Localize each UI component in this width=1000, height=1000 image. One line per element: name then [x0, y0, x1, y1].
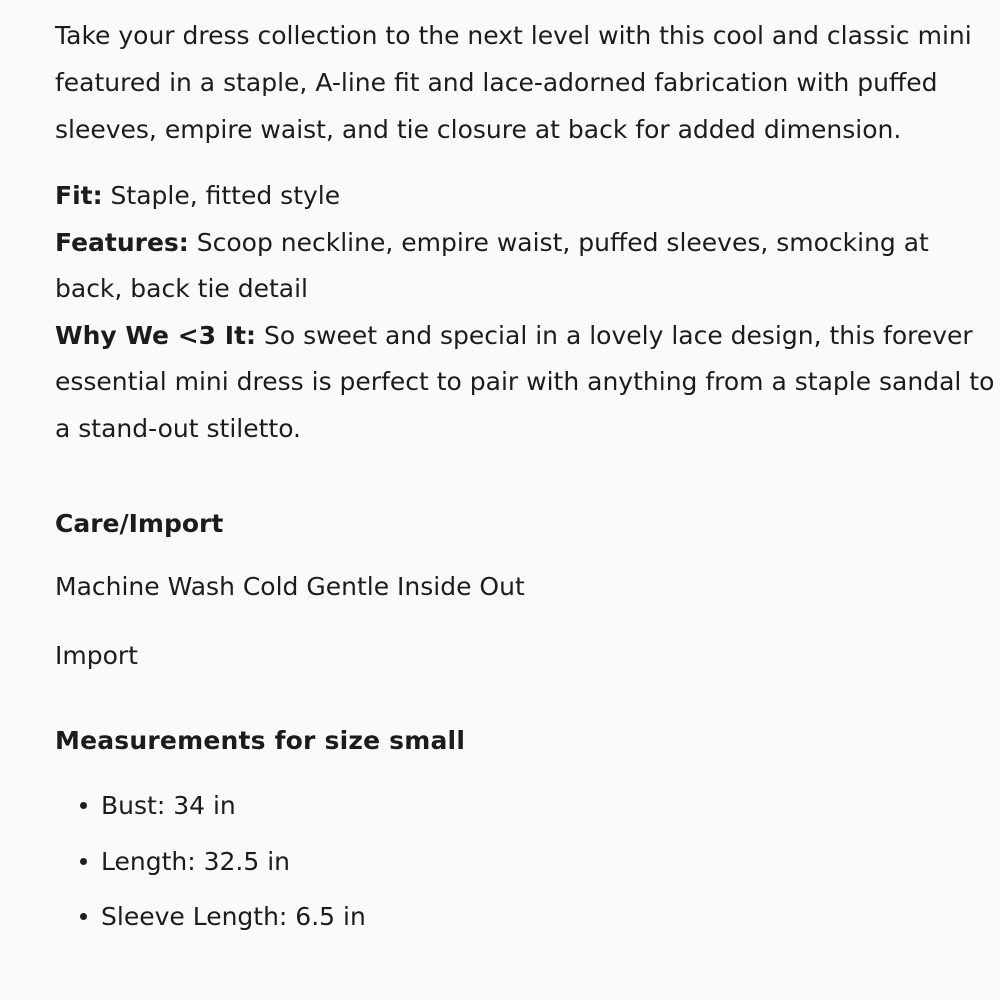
- intro-paragraph: Take your dress collection to the next level with this cool and classic mini featured in a staple, A-line fit and lace-adorned fabrication with puffed sleeves, empire waist, and tie closure at back for added dimension.: [55, 21, 972, 144]
- measurements-list: [55, 778, 995, 945]
- bullet-icon: [80, 858, 87, 865]
- list-item: [80, 834, 995, 890]
- details-block: [55, 173, 995, 452]
- care-wash: Machine Wash Cold Gentle Inside Out: [55, 572, 525, 601]
- care-origin: Import: [55, 641, 138, 670]
- bullet-icon: [80, 913, 87, 920]
- why-line: [55, 313, 995, 453]
- fit-value: Staple, fitted style: [102, 181, 341, 210]
- list-item: [80, 889, 995, 945]
- bullet-icon: [80, 802, 87, 809]
- measurement-bust: Bust: 34 in: [101, 791, 236, 820]
- features-value: Scoop neckline, empire waist, puffed sleeves, smocking at back, back tie detail: [55, 227, 929, 303]
- fit-label: Fit:: [55, 181, 103, 210]
- product-description: [55, 0, 995, 945]
- care-heading: Care/Import: [55, 509, 224, 538]
- list-item: [80, 778, 995, 834]
- measurement-sleeve-length: Sleeve Length: 6.5 in: [101, 902, 366, 931]
- fit-line: [55, 173, 995, 220]
- measurement-length: Length: 32.5 in: [101, 846, 291, 876]
- measurements-heading: Measurements for size small: [55, 726, 466, 755]
- features-label: Features:: [55, 227, 189, 257]
- why-label: Why We <3 It:: [55, 320, 257, 350]
- features-line: [55, 220, 995, 313]
- why-value: So sweet and special in a lovely lace design, this forever essential mini dress is perfect to pair with anything from a staple sandal to a stand-out stiletto.: [55, 320, 995, 443]
